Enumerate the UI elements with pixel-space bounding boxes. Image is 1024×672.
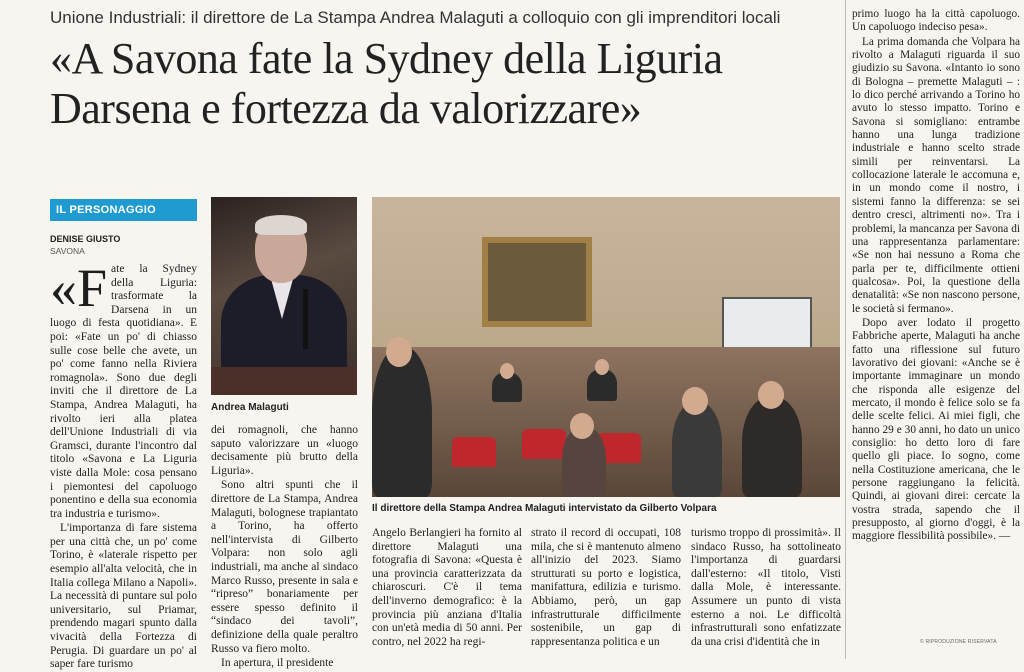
section-badge: IL PERSONAGGIO [50,199,197,221]
headline [50,34,840,134]
photo-caption: Il direttore della Stampa Andrea Malaguti intervistato da Gilberto Volpara [372,503,717,514]
byline: DENISE GIUSTO [50,234,121,244]
paragraph: Dopo aver lodato il progetto Fabbriche aperte, Malaguti ha anche fatto una riflessione sul futuro lavorativo dei giovani: «Anche se è importante immaginare un mondo che risponda alle esigenze del mercato, il mondo è felice solo se fa delle scelte felici. Ai miei figli, che hanno 29 e 30 anni, ho dato un unico consiglio: ho detto loro di fare quello gli piace. Io sogno, come nella Costituzione americana, che le persone raggiungano la felicità. Quindi, ai giovani direi: cercate la vostra strada, sapendo che il presupposto, al giorno d'oggi, è la maggiore flessibilità possibile». — [852,316,1020,543]
headline-line-2: Darsena e fortezza da valorizzare» [50,84,642,133]
paragraph: dei romagnoli, che hanno saputo valorizzare un «luogo decisamente più brutto della Liguria». [211,424,358,477]
photo-conference [372,197,840,497]
column-5 [691,527,841,656]
photo-caption: Andrea Malaguti [211,402,289,413]
kicker: Unione Industriali: il direttore de La Stampa Andrea Malaguti a colloquio con gli imprenditori locali [50,8,781,27]
paragraph: strato il record di occupati, 108 mila, che si è mantenuto almeno all'inizio del 2023. Siamo strutturati su porto e logistica, manifattura, edilizia e turismo. Abbiamo, però, un gap infrastrutturale difficilmente sostenibile, un gap di rappresentanza politica e un [531,527,681,648]
paragraph: In apertura, il presidente [221,657,334,670]
column-4 [531,527,681,656]
column-1 [50,258,197,671]
column-divider [845,0,846,659]
headline-line-1: «A Savona fate la Sydney della Liguria [50,34,723,83]
column-2 [211,424,358,670]
paragraph: Sono altri spunti che il direttore de La Stampa, Andrea Malaguti, bolognese trapiantato a Torino, ha offerto nell'intervista di Gilberto Volpara: non solo agli industriali, ma anche al sindaco Marco Russo, presente in sala e “ripreso” bonariamente per essere spesso definito il “sindaco dei tavoli”, definizione della quale peraltro Russo va fiero molto. [211,479,358,655]
column-6 [852,8,1020,632]
paragraph: primo luogo ha la città capoluogo. Un capoluogo indeciso pesa». [852,8,1020,34]
column-3 [372,527,522,656]
byline-city: SAVONA [50,246,85,256]
copyright-notice: © RIPRODUZIONE RISERVATA [920,639,997,645]
paragraph: Angelo Berlangieri ha fornito al direttore Malaguti una fotografia di Savona: «Questa è una provincia caratterizzata da chiaroscuri. C'è il tema dell'inverno demografico: è la provincia più anziana d'Italia con un'età media di 50 anni. Per contro, nel 2022 ha regi- [372,527,522,648]
paragraph-text: ate la Sydney della Liguria: trasformate la Darsena in un luogo di festa quotidiana». E poi: «Fate un po' di chiasso sulle cose belle che avete, un po' come fanno nella Riviera romagnola». Sono due degli inviti che il direttore de La Stampa, Andrea Malaguti, ha rivolto ieri alla platea dell'Unione Industriali di via Gramsci, durante l'incontro dal titolo «Savona e La Liguria viste dalla Mole: cosa pensano i piemontesi del capoluogo ponentino e della sua economia tra industria e turismo». [50,263,197,520]
dropcap: «F [50,258,108,318]
photo-malaguti [211,197,357,395]
paragraph: turismo troppo di prossimità». Il sindaco Russo, ha sottolineato l'importanza di guardarsi dall'esterno: «Il titolo, Visti dalla Mole, è interessante. Assumere un punto di vista esterno a noi. Le difficoltà infrastrutturali sono enfatizzate da una crisi d'identità che in [691,527,841,648]
paragraph: L'importanza di fare sistema per una città che, un po' come Torino, è «laterale rispetto per esempio all'alta velocità, che in Italia collega Milano a Napoli». La necessità di puntare sul polo universitario, sul Priamar, prendendo magari spunto dalla vivacità della Fortezza di Perugia. Di guardare un po' al saper fare turismo [50,522,197,671]
paragraph: La prima domanda che Volpara ha rivolto a Malaguti riguarda il suo giudizio su Savona. «Intanto io sono di Bologna – premette Malaguti – : lo dico perché arrivando a Torino ho avuto lo stesso impatto. Torino e Savona si somigliano: entrambe hanno una lunga tradizione industriale e hanno scelto strade simili per reinventarsi. La collocazione laterale le accomuna e, in un mondo come il nostro, i sistemi fanno la differenza: se sei dentro cresci, altrimenti no». Tra i problemi, la mancanza per Savona di una rappresentanza parlamentare: «Se non hai nessuno a Roma che parla per te, difficilmente ottieni qualcosa». Poi, la questione della denatalità: «Se non nascono persone, le società si fermano». [852,35,1020,315]
paragraph [50,258,197,521]
